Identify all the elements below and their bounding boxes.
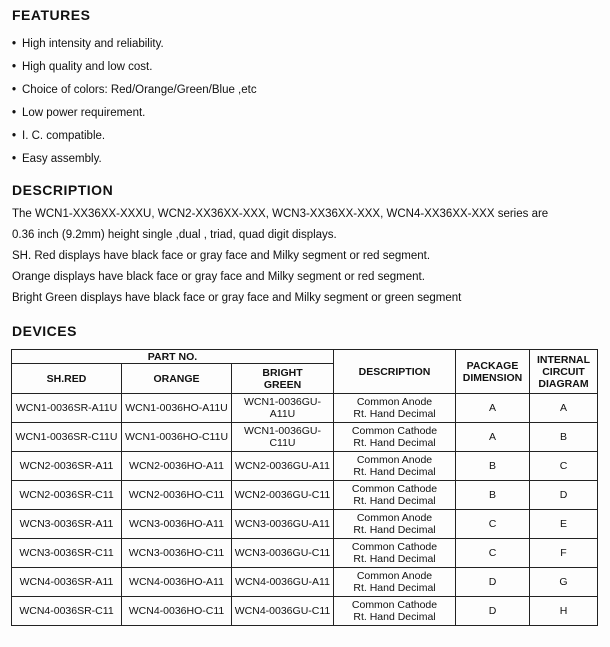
sh-red-part-cell: WCN4-0036SR-C11 (12, 597, 122, 626)
description-cell (334, 452, 456, 481)
description-type: Common Cathode (351, 483, 438, 495)
table-row (12, 597, 598, 626)
internal-circuit-cell: C (530, 452, 598, 481)
features-heading: FEATURES (12, 7, 91, 23)
feature-text: High quality and low cost. (22, 61, 153, 73)
description-decimal: Rt. Hand Decimal (353, 553, 436, 565)
feature-text: High intensity and reliability. (22, 38, 164, 50)
description-cell (334, 481, 456, 510)
orange-part-cell: WCN2-0036HO-C11 (122, 481, 232, 510)
description-decimal: Rt. Hand Decimal (353, 611, 436, 623)
devices-table (11, 349, 598, 626)
description-line: SH. Red displays have black face or gray face and Milky segment or red segment. (12, 250, 431, 262)
description-line: The WCN1-XX36XX-XXXU, WCN2-XX36XX-XXX, WCN3-XX36XX-XXX, WCN4-XX36XX-XXX series are (12, 208, 549, 220)
description-heading: DESCRIPTION (12, 182, 114, 198)
description-header: DESCRIPTION (334, 350, 456, 394)
description-cell (334, 394, 456, 423)
bright-green-part-cell: WCN4-0036GU-C11 (232, 597, 334, 626)
description-line: Orange displays have black face or gray face and Milky segment or red segment. (12, 271, 425, 283)
bullet-icon: • (12, 84, 17, 96)
feature-text: Choice of colors: Red/Orange/Green/Blue ,etc (22, 84, 257, 96)
feature-item (12, 56, 257, 79)
bright-green-part-cell: WCN3-0036GU-A11 (232, 510, 334, 539)
devices-heading: DEVICES (12, 323, 77, 339)
feature-item (12, 33, 257, 56)
orange-part-cell: WCN4-0036HO-C11 (122, 597, 232, 626)
package-dimension-cell: D (456, 568, 530, 597)
table-row (12, 510, 598, 539)
description-type: Common Anode (356, 512, 433, 524)
package-dimension-cell: C (456, 539, 530, 568)
table-row (12, 394, 598, 423)
bright-green-part-cell: WCN4-0036GU-A11 (232, 568, 334, 597)
sh-red-part-cell: WCN1-0036SR-A11U (12, 394, 122, 423)
bright-green-header: BRIGHT GREEN (232, 364, 334, 394)
devices-table-body (12, 394, 598, 626)
description-decimal: Rt. Hand Decimal (353, 466, 436, 478)
package-dimension-cell: A (456, 423, 530, 452)
internal-circuit-cell: A (530, 394, 598, 423)
description-type: Common Cathode (351, 599, 438, 611)
description-cell (334, 510, 456, 539)
package-dimension-cell: C (456, 510, 530, 539)
table-row (12, 539, 598, 568)
description-decimal: Rt. Hand Decimal (353, 408, 436, 420)
description-cell (334, 568, 456, 597)
description-type: Common Cathode (351, 541, 438, 553)
sh-red-part-cell: WCN2-0036SR-C11 (12, 481, 122, 510)
feature-text: I. C. compatible. (22, 130, 106, 142)
internal-circuit-cell: F (530, 539, 598, 568)
orange-part-cell: WCN1-0036HO-C11U (122, 423, 232, 452)
table-row (12, 481, 598, 510)
feature-item (12, 148, 257, 171)
internal-circuit-cell: H (530, 597, 598, 626)
features-list (12, 33, 257, 171)
sh-red-part-cell: WCN1-0036SR-C11U (12, 423, 122, 452)
description-cell (334, 597, 456, 626)
orange-part-cell: WCN1-0036HO-A11U (122, 394, 232, 423)
internal-circuit-cell: D (530, 481, 598, 510)
description-type: Common Cathode (351, 425, 438, 437)
bright-green-part-cell: WCN2-0036GU-A11 (232, 452, 334, 481)
bullet-icon: • (12, 130, 17, 142)
sh-red-part-cell: WCN3-0036SR-C11 (12, 539, 122, 568)
bright-green-part-cell: WCN1-0036GU-A11U (232, 394, 334, 423)
description-line: Bright Green displays have black face or gray face and Milky segment or green segment (12, 292, 462, 304)
orange-header: ORANGE (122, 364, 232, 394)
feature-text: Easy assembly. (22, 153, 102, 165)
package-dimension-cell: A (456, 394, 530, 423)
internal-circuit-cell: G (530, 568, 598, 597)
description-type: Common Anode (356, 570, 433, 582)
part-no-header: PART NO. (12, 350, 334, 364)
package-dimension-cell: B (456, 452, 530, 481)
description-decimal: Rt. Hand Decimal (353, 437, 436, 449)
bullet-icon: • (12, 153, 17, 165)
description-type: Common Anode (356, 396, 433, 408)
table-row (12, 423, 598, 452)
table-row (12, 452, 598, 481)
internal-circuit-cell: B (530, 423, 598, 452)
bullet-icon: • (12, 107, 17, 119)
internal-circuit-header: INTERNAL CIRCUIT DIAGRAM (530, 350, 598, 394)
orange-part-cell: WCN2-0036HO-A11 (122, 452, 232, 481)
internal-circuit-cell: E (530, 510, 598, 539)
package-dimension-cell: B (456, 481, 530, 510)
description-text (12, 204, 548, 309)
description-line: 0.36 inch (9.2mm) height single ,dual , triad, quad digit displays. (12, 229, 337, 241)
description-type: Common Anode (356, 454, 433, 466)
description-cell (334, 423, 456, 452)
orange-part-cell: WCN4-0036HO-A11 (122, 568, 232, 597)
sh-red-part-cell: WCN3-0036SR-A11 (12, 510, 122, 539)
bullet-icon: • (12, 61, 17, 73)
bright-green-part-cell: WCN3-0036GU-C11 (232, 539, 334, 568)
bullet-icon: • (12, 38, 17, 50)
sh-red-part-cell: WCN4-0036SR-A11 (12, 568, 122, 597)
feature-item (12, 79, 257, 102)
description-cell (334, 539, 456, 568)
description-decimal: Rt. Hand Decimal (353, 495, 436, 507)
sh-red-header: SH.RED (12, 364, 122, 394)
table-row (12, 568, 598, 597)
package-dimension-cell: D (456, 597, 530, 626)
description-decimal: Rt. Hand Decimal (353, 524, 436, 536)
feature-item (12, 102, 257, 125)
bright-green-part-cell: WCN2-0036GU-C11 (232, 481, 334, 510)
bright-green-part-cell: WCN1-0036GU-C11U (232, 423, 334, 452)
feature-item (12, 125, 257, 148)
package-dimension-header: PACKAGE DIMENSION (456, 350, 530, 394)
orange-part-cell: WCN3-0036HO-C11 (122, 539, 232, 568)
feature-text: Low power requirement. (22, 107, 146, 119)
description-decimal: Rt. Hand Decimal (353, 582, 436, 594)
orange-part-cell: WCN3-0036HO-A11 (122, 510, 232, 539)
sh-red-part-cell: WCN2-0036SR-A11 (12, 452, 122, 481)
